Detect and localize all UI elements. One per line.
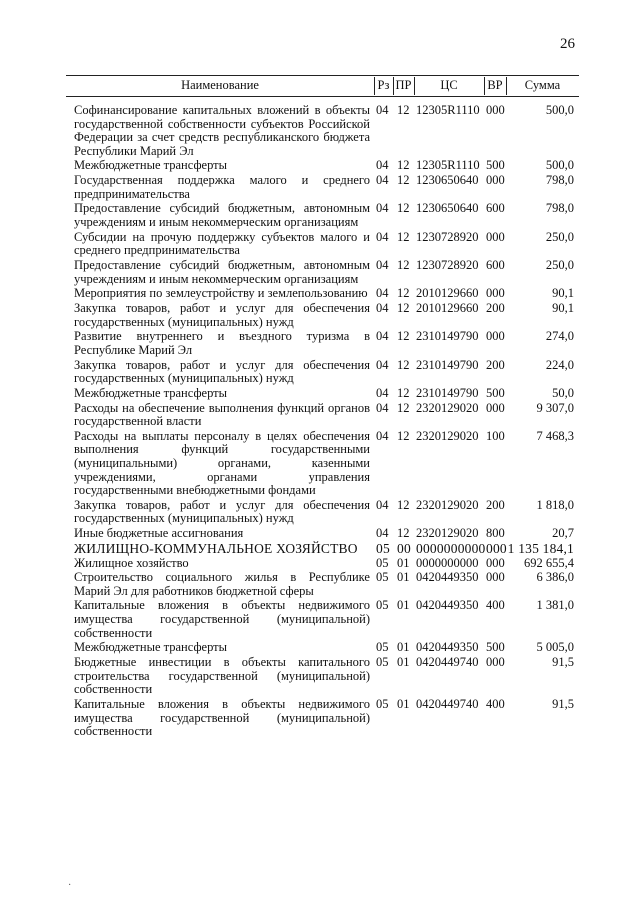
row-rz: 04: [376, 497, 389, 512]
row-rz: 04: [376, 357, 389, 372]
row-name: Межбюджетные трансферты: [74, 158, 228, 173]
row-cs: 2310149790: [416, 329, 479, 344]
row-name: Капитальные вложения в объекты недвижимого имущества государственной (муниципальной) собственности: [74, 696, 370, 739]
row-rz: 05: [376, 540, 390, 556]
row-sum: 250,0: [545, 229, 574, 244]
row-name: Закупка товаров, работ и услуг для обеспечения государственных (муниципальных) нужд: [74, 300, 370, 329]
row-vr: 800: [486, 526, 505, 541]
table-row: [0, 330, 640, 357]
column-header-name: Наименование: [181, 78, 259, 92]
row-rz: 04: [376, 173, 389, 188]
row-vr: 200: [486, 357, 505, 372]
row-sum: 50,0: [552, 385, 574, 400]
row-vr: 500: [486, 385, 505, 400]
row-name: Расходы на обеспечение выполнения функций органов государственной власти: [74, 400, 370, 429]
row-pr: 12: [397, 103, 410, 117]
row-pr: 12: [397, 173, 410, 188]
row-cs: 1230728920: [416, 258, 479, 272]
row-cs: 12305R1110: [416, 103, 480, 117]
row-pr: 12: [397, 229, 410, 244]
row-vr: 600: [486, 258, 505, 272]
row-cs: 2010129660: [416, 286, 479, 301]
row-sum: 798,0: [545, 201, 574, 216]
row-sum: 798,0: [545, 173, 574, 188]
table-row: [0, 231, 640, 258]
row-sum: 1 818,0: [536, 497, 574, 512]
row-name: Расходы на выплаты персоналу в целях обеспечения выполнения функций государственными (муниципальными) органами, казенными учреждениями, органами управления государственными внебюджетными фондами: [74, 428, 370, 498]
header-bottom-rule: [66, 96, 579, 97]
row-rz: 05: [376, 696, 389, 711]
header-top-rule: [66, 75, 579, 76]
row-rz: 04: [376, 258, 389, 272]
scan-mark: ·: [68, 880, 72, 891]
row-name: Развитие внутреннего и въездного туризма в Республике Марий Эл: [74, 329, 370, 357]
column-header-vr: ВР: [487, 78, 503, 92]
row-pr: 12: [397, 385, 410, 400]
row-pr: 12: [397, 300, 410, 315]
row-pr: 12: [397, 428, 410, 443]
table-row: [0, 698, 640, 739]
table-header: [66, 77, 579, 95]
row-rz: 04: [376, 385, 389, 400]
row-cs: 0420449350: [416, 570, 479, 585]
row-sum: 6 386,0: [536, 570, 574, 585]
row-sum: 250,0: [545, 258, 574, 272]
row-pr: 01: [397, 598, 410, 613]
row-rz: 04: [376, 526, 389, 541]
row-sum: 500,0: [545, 158, 574, 173]
row-name: Софинансирование капитальных вложений в объекты государственной собственности субъектов Российской Федерации за счет средств республиканского бюджета Республики Марий Эл: [74, 103, 370, 158]
row-pr: 12: [397, 201, 410, 216]
row-sum: 91,5: [552, 696, 574, 711]
row-cs: 2310149790: [416, 357, 479, 372]
row-sum: 91,5: [552, 655, 574, 670]
row-cs: 0420449350: [416, 598, 479, 613]
row-vr: 000: [486, 655, 505, 670]
row-cs: 2010129660: [416, 300, 479, 315]
table-row: [0, 174, 640, 201]
row-cs: 2320129020: [416, 428, 479, 443]
row-vr: 000: [486, 103, 505, 117]
row-name: ЖИЛИЩНО-КОММУНАЛЬНОЕ ХОЗЯЙСТВО: [74, 540, 358, 556]
table-row: [0, 527, 640, 541]
row-pr: 01: [397, 555, 410, 570]
table-row: [0, 599, 640, 640]
row-name: Строительство социального жилья в Республике Марий Эл для работников бюджетной сферы: [74, 570, 370, 598]
table-row: [0, 430, 640, 498]
table-row: [0, 387, 640, 401]
row-cs: 1230650640: [416, 173, 479, 188]
row-cs: 2320129020: [416, 400, 479, 415]
row-vr: 000: [486, 555, 505, 570]
row-rz: 05: [376, 640, 389, 655]
row-name: Предоставление субсидий бюджетным, автономным учреждениям и иным некоммерческим организациям: [74, 201, 370, 230]
row-vr: 500: [486, 640, 505, 655]
table-row: [0, 259, 640, 286]
row-vr: 000: [486, 540, 507, 556]
row-sum: 500,0: [545, 103, 574, 117]
column-header-sum: Сумма: [524, 78, 561, 92]
row-cs: 0000000000: [416, 540, 486, 556]
row-rz: 05: [376, 598, 389, 613]
row-rz: 04: [376, 286, 389, 301]
row-pr: 01: [397, 570, 410, 585]
row-vr: 000: [486, 229, 505, 244]
row-rz: 04: [376, 229, 389, 244]
row-pr: 00: [397, 540, 411, 556]
row-vr: 500: [486, 158, 505, 173]
row-sum: 20,7: [552, 526, 574, 541]
budget-table-body: [0, 104, 640, 740]
row-name: Предоставление субсидий бюджетным, автономным учреждениям и иным некоммерческим организациям: [74, 258, 370, 286]
row-cs: 2320129020: [416, 497, 479, 512]
row-pr: 12: [397, 286, 410, 301]
row-cs: 0420449740: [416, 696, 479, 711]
table-row: [0, 302, 640, 329]
row-pr: 12: [397, 526, 410, 541]
row-sum: 224,0: [545, 357, 574, 372]
row-sum: 5 005,0: [536, 640, 574, 655]
row-pr: 12: [397, 158, 410, 173]
row-rz: 04: [376, 428, 389, 443]
row-pr: 12: [397, 400, 410, 415]
row-vr: 400: [486, 696, 505, 711]
row-cs: 1230650640: [416, 201, 479, 216]
row-vr: 200: [486, 497, 505, 512]
row-vr: 000: [486, 570, 505, 585]
table-row: [0, 202, 640, 229]
row-name: Бюджетные инвестиции в объекты капитального строительства государственной (муниципальной) собственности: [74, 655, 370, 697]
row-rz: 05: [376, 655, 389, 670]
table-row: [0, 287, 640, 301]
row-vr: 600: [486, 201, 505, 216]
row-pr: 12: [397, 329, 410, 344]
row-cs: 0420449350: [416, 640, 479, 655]
row-vr: 200: [486, 300, 505, 315]
row-rz: 04: [376, 201, 389, 216]
column-header-rz: Рз: [377, 78, 390, 92]
table-row: [0, 641, 640, 655]
row-pr: 01: [397, 640, 410, 655]
row-vr: 000: [486, 329, 505, 344]
row-rz: 05: [376, 555, 389, 570]
row-vr: 400: [486, 598, 505, 613]
row-rz: 05: [376, 570, 389, 585]
table-row: [0, 656, 640, 697]
row-name: Иные бюджетные ассигнования: [74, 526, 244, 541]
row-cs: 0420449740: [416, 655, 479, 670]
row-name: Закупка товаров, работ и услуг для обеспечения государственных (муниципальных) нужд: [74, 357, 370, 386]
row-rz: 04: [376, 329, 389, 344]
row-name: Закупка товаров, работ и услуг для обеспечения государственных (муниципальных) нужд: [74, 497, 370, 526]
table-row: [0, 359, 640, 386]
row-sum: 9 307,0: [536, 400, 574, 415]
row-rz: 04: [376, 300, 389, 315]
row-vr: 000: [486, 286, 505, 301]
row-pr: 01: [397, 696, 410, 711]
row-sum: 90,1: [552, 300, 574, 315]
table-row: [0, 557, 640, 571]
row-pr: 12: [397, 258, 410, 272]
row-sum: 90,1: [552, 286, 574, 301]
column-header-cs: ЦС: [440, 78, 458, 92]
row-name: Мероприятия по землеустройству и землепользованию: [74, 286, 368, 301]
row-sum: 274,0: [545, 329, 574, 344]
row-name: Межбюджетные трансферты: [74, 640, 228, 655]
row-pr: 12: [397, 497, 410, 512]
row-vr: 000: [486, 173, 505, 188]
row-sum: 7 468,3: [536, 428, 574, 443]
row-vr: 000: [486, 400, 505, 415]
row-name: Жилищное хозяйство: [74, 555, 189, 570]
row-cs: 0000000000: [416, 555, 479, 570]
row-cs: 1230728920: [416, 229, 479, 244]
row-cs: 12305R1110: [416, 158, 480, 173]
row-cs: 2310149790: [416, 385, 479, 400]
row-rz: 04: [376, 158, 389, 173]
table-row: [0, 159, 640, 173]
table-row: [0, 104, 640, 158]
row-pr: 12: [397, 357, 410, 372]
row-sum: 1 135 184,1: [507, 540, 574, 556]
row-pr: 01: [397, 655, 410, 670]
row-vr: 100: [486, 428, 505, 443]
row-name: Субсидии на прочую поддержку субъектов малого и среднего предпринимательства: [74, 229, 370, 258]
row-name: Межбюджетные трансферты: [74, 385, 228, 400]
table-row: [0, 499, 640, 526]
row-name: Капитальные вложения в объекты недвижимого имущества государственной (муниципальной) собственности: [74, 598, 370, 640]
row-sum: 692 655,4: [524, 555, 574, 570]
row-cs: 2320129020: [416, 526, 479, 541]
table-row: [0, 402, 640, 429]
table-row: [0, 542, 640, 556]
row-name: Государственная поддержка малого и среднего предпринимательства: [74, 173, 370, 201]
table-row: [0, 571, 640, 598]
page-number: 26: [560, 36, 575, 52]
row-rz: 04: [376, 103, 389, 117]
row-sum: 1 381,0: [536, 598, 574, 613]
row-rz: 04: [376, 400, 389, 415]
column-header-pr: ПР: [395, 78, 412, 92]
